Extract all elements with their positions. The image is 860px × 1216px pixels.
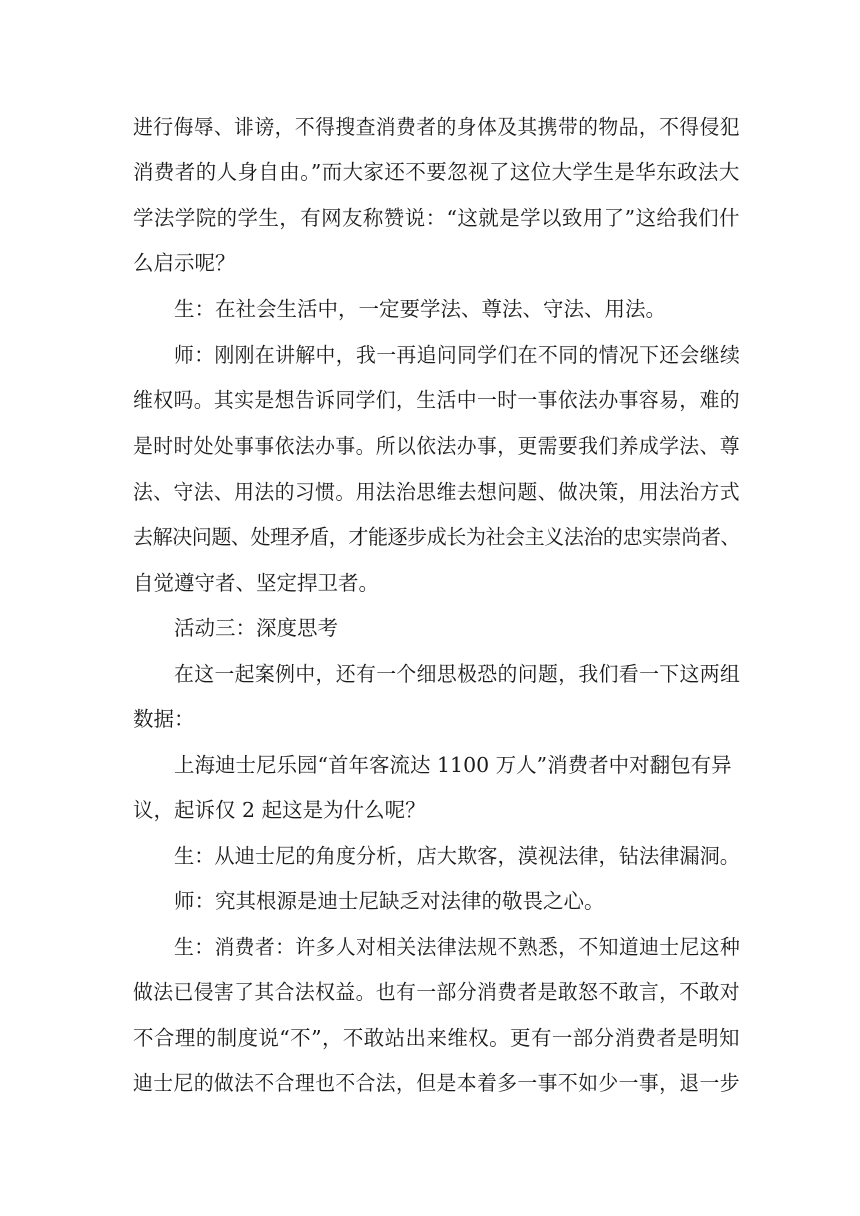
text-line: 做法已侵害了其合法权益。也有一部分消费者是敢怒不敢言，不敢对 (133, 980, 740, 1004)
text-line: 去解决问题、处理矛盾，才能逐步成长为社会主义法治的忠实崇尚者、 (133, 525, 740, 549)
text-line: 数据： (133, 707, 195, 731)
text-line: 在这一起案例中，还有一个细思极恐的问题，我们看一下这两组 (174, 662, 741, 686)
text-line: 自觉遵守者、坚定捍卫者。 (133, 571, 379, 595)
text-line: 消费者的人身自由。”而大家还不要忽视了这位大学生是华东政法大 (133, 160, 740, 184)
text-line: 维权吗。其实是想告诉同学们，生活中一时一事依法办事容易，难的 (133, 388, 740, 412)
text-line: 生：在社会生活中，一定要学法、尊法、守法、用法。 (174, 297, 666, 321)
text-line: 迪士尼的做法不合理也不合法，但是本着多一事不如少一事，退一步 (133, 1071, 740, 1095)
text-line: 进行侮辱、诽谤，不得搜查消费者的身体及其携带的物品，不得侵犯 (133, 115, 740, 139)
text-line: 学法学院的学生，有网友称赞说：“这就是学以致用了”这给我们什 (133, 206, 740, 230)
text-line: 是时时处处事事依法办事。所以依法办事，更需要我们养成学法、尊 (133, 434, 740, 458)
text-line: 师：究其根源是迪士尼缺乏对法律的敬畏之心。 (174, 889, 605, 913)
text-line: 议，起诉仅 2 起这是为什么呢？ (133, 798, 426, 822)
text-line: 师：刚刚在讲解中，我一再追问同学们在不同的情况下还会继续 (174, 343, 741, 367)
text-line: 生：从迪士尼的角度分析，店大欺客，漠视法律，钻法律漏洞。 (174, 844, 741, 868)
text-line: 不合理的制度说“不”，不敢站出来维权。更有一部分消费者是明知 (133, 1026, 740, 1050)
section-heading: 活动三：深度思考 (174, 616, 338, 640)
text-line: 生：消费者：许多人对相关法律法规不熟悉，不知道迪士尼这种 (174, 935, 741, 959)
text-line: 么启示呢？ (133, 251, 236, 275)
text-line: 法、守法、用法的习惯。用法治思维去想问题、做决策，用法治方式 (133, 480, 740, 504)
text-line: 上海迪士尼乐园“首年客流达 1100 万人”消费者中对翻包有异 (174, 753, 732, 777)
